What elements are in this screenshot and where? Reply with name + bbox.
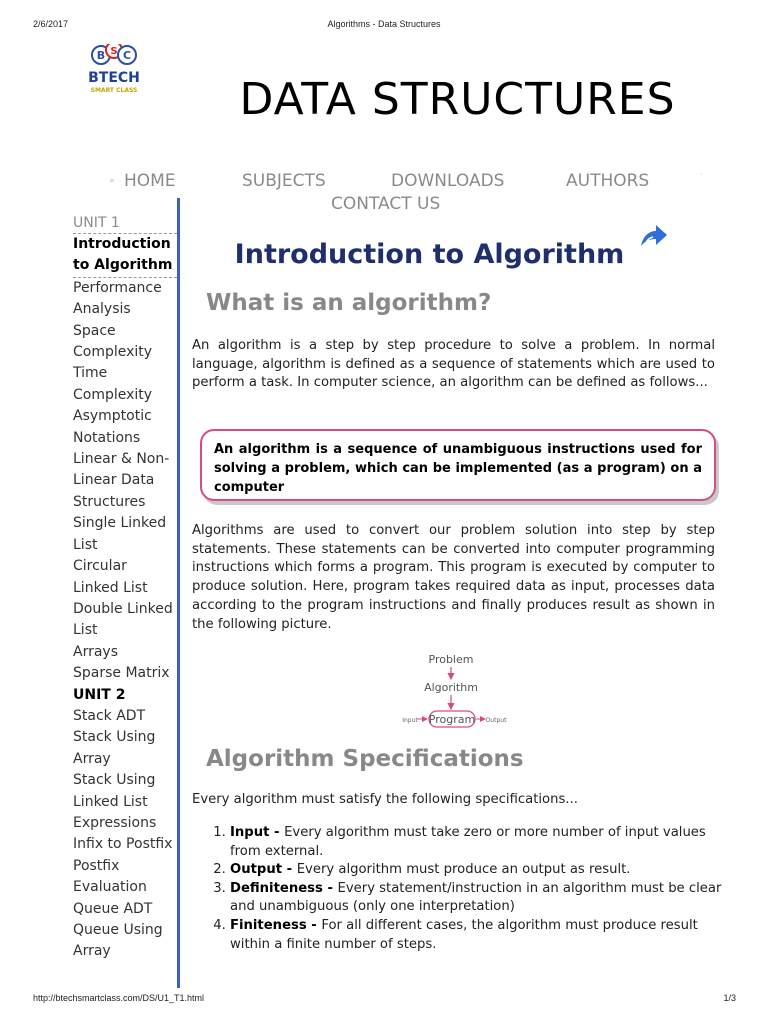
sidebar-item[interactable]: Single Linked List — [73, 515, 167, 553]
sidebar — [73, 213, 177, 963]
spec-desc: Every algorithm must produce an output as result. — [296, 862, 631, 878]
definition-box: An algorithm is a sequence of unambiguous instructions used for solving a problem, which can be implemented (as a program) on a computer — [200, 429, 716, 501]
logo-tagline: SMART CLASS — [90, 87, 138, 94]
sidebar-item[interactable]: Infix to Postfix — [73, 836, 173, 853]
sidebar-item[interactable]: Expressions — [73, 814, 157, 831]
intro-paragraph: An algorithm is a step by step procedure to solve a problem. In normal language, algorithm is defined as a sequence of statements which are used to perform a task. In computer science, an algorithm can be defined as follows... — [192, 338, 715, 391]
sidebar-item[interactable]: Stack Using Array — [73, 729, 156, 767]
share-arrow-icon[interactable] — [639, 222, 669, 250]
sidebar-item[interactable]: Linear & Non-Linear Data Structures — [73, 451, 170, 510]
spec-term: Input - — [230, 825, 285, 840]
diagram-output-label: Output — [485, 717, 507, 724]
diagram-input-label: Input — [402, 717, 418, 724]
logo-graphic — [84, 44, 144, 96]
sidebar-item-active[interactable]: Introduction to Algorithm — [73, 234, 177, 278]
list-item — [230, 917, 730, 954]
sidebar-item[interactable]: Sparse Matrix — [73, 665, 170, 682]
logo-letter-s: S — [110, 46, 118, 57]
print-date: 2/6/2017 — [33, 19, 69, 29]
sidebar-unit2-heading: UNIT 2 — [73, 686, 126, 703]
page-title: Introduction to Algorithm — [234, 239, 625, 270]
spec-desc: Every algorithm must take zero or more number of input values from external. — [230, 825, 706, 859]
sidebar-item[interactable]: Arrays — [73, 643, 119, 660]
spec-intro: Every algorithm must satisfy the following specifications... — [192, 792, 578, 807]
nav-bullet-icon: » — [109, 176, 115, 186]
spec-desc: For all different cases, the algorithm must produce result within a finite number of steps. — [230, 917, 698, 952]
list-item — [230, 824, 730, 861]
print-url: http://btechsmartclass.com/DS/U1_T1.html — [33, 993, 205, 1003]
print-header — [0, 19, 768, 33]
sidebar-unit1-heading: UNIT 1 — [73, 213, 177, 234]
nav-contact-us[interactable]: CONTACT US — [331, 194, 441, 214]
logo-letter-c: C — [122, 49, 132, 62]
section-heading-what: What is an algorithm? — [206, 290, 492, 316]
site-logo[interactable] — [84, 44, 144, 96]
site-title: DATA STRUCTURES — [239, 74, 676, 125]
nav-authors[interactable]: AUTHORS — [566, 171, 650, 191]
logo-letter-b: B — [96, 49, 106, 62]
sidebar-divider — [177, 198, 180, 988]
list-item — [230, 861, 730, 880]
sidebar-item[interactable]: Time Complexity — [73, 365, 153, 403]
diagram-algorithm-label: Algorithm — [424, 681, 478, 694]
spec-term: Finiteness - — [230, 917, 322, 933]
usage-paragraph: Algorithms are used to convert our problem solution into step by step statements. These statements can be converted into computer programming instructions which forms a program. This program is executed by computer to produce solution. Here, program takes required data as input, processes data according to the program instructions and finally produces result as shown in the following picture. — [192, 523, 715, 632]
logo-word: BTECH — [88, 70, 140, 86]
list-item — [230, 880, 730, 917]
spec-term: Definiteness - — [230, 880, 338, 896]
nav-subjects[interactable]: SUBJECTS — [242, 171, 326, 191]
diagram-problem-label: Problem — [428, 653, 474, 666]
sidebar-item[interactable]: Stack ADT — [73, 707, 146, 724]
print-page-number: 1/3 — [723, 993, 736, 1003]
nav-downloads[interactable]: DOWNLOADS — [391, 171, 505, 191]
sidebar-item[interactable]: Double Linked List — [73, 600, 173, 639]
sidebar-item[interactable]: Stack Using Linked List — [73, 772, 156, 810]
sidebar-item[interactable]: Queue ADT — [73, 900, 153, 917]
nav-bullet-icon: · — [700, 170, 703, 180]
spec-list — [212, 824, 730, 954]
sidebar-item[interactable]: Circular Linked List — [73, 558, 148, 596]
sidebar-item[interactable]: Queue Using Array — [73, 922, 163, 960]
sidebar-item[interactable]: Postfix Evaluation — [73, 857, 147, 896]
nav-home[interactable]: HOME — [124, 171, 176, 191]
algorithm-flow-diagram — [397, 647, 517, 732]
print-footer — [0, 993, 768, 1007]
sidebar-item[interactable]: Space Complexity — [73, 322, 153, 361]
spec-term: Output - — [230, 862, 297, 878]
diagram-program-label: Program — [428, 713, 476, 726]
spec-desc: Every statement/instruction in an algorithm must be clear and unambiguous (only one interpretation) — [230, 880, 722, 915]
sidebar-item[interactable]: Asymptotic Notations — [73, 408, 152, 446]
sidebar-item[interactable]: Performance Analysis — [73, 279, 162, 318]
print-title: Algorithms - Data Structures — [327, 19, 441, 29]
section-heading-specifications: Algorithm Specifications — [206, 746, 524, 772]
